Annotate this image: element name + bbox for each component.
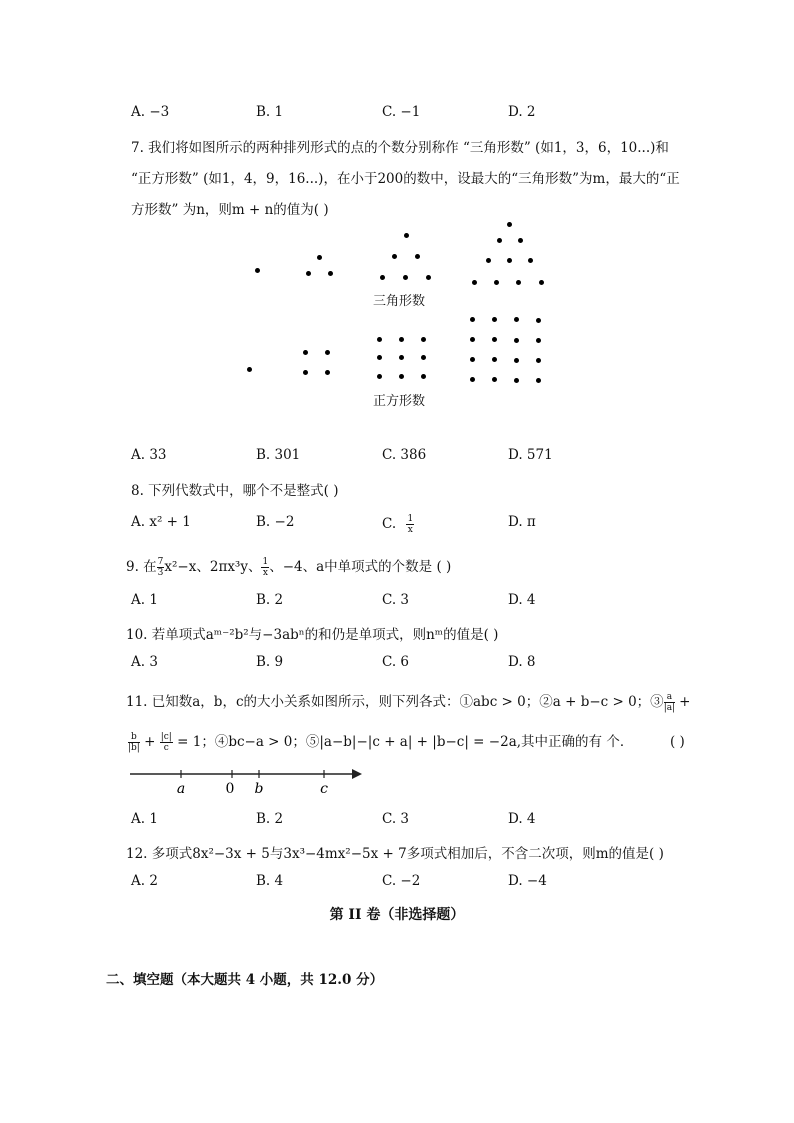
q8-option-a: A. x² + 1	[131, 514, 191, 530]
triangle-dot	[426, 275, 431, 280]
q8-option-c	[382, 514, 414, 535]
q11-line2: = 1；④bc−a > 0；⑤|a−b|−|c + a| + |b−c| = −2a,其中正确的有 个．	[177, 734, 634, 750]
fraction-numerator: 7	[157, 557, 164, 567]
q7-option-a: A. 33	[131, 447, 167, 463]
triangle-dot	[317, 255, 322, 260]
q12-option-c: C. −2	[382, 873, 421, 889]
q6-option-c: C. −1	[382, 104, 421, 120]
square-dot	[470, 377, 475, 382]
label-b: b	[254, 781, 264, 796]
square-dot	[514, 358, 519, 363]
square-dot	[377, 337, 382, 342]
triangle-dot	[255, 268, 260, 273]
q6-option-b: B. 1	[256, 104, 284, 120]
triangle-dot	[518, 238, 523, 243]
triangle-dot	[392, 254, 397, 259]
q8-option-c-fraction	[406, 514, 414, 535]
q9-option-d: D. 4	[508, 592, 536, 608]
square-dot	[536, 358, 541, 363]
q9-suffix: 、−4、a中单项式的个数是 ( )	[269, 559, 452, 575]
q9-option-c: C. 3	[382, 592, 410, 608]
q7-option-c: C. 386	[382, 447, 427, 463]
square-dot	[492, 317, 497, 322]
square-dot	[514, 338, 519, 343]
label-a: a	[176, 781, 186, 796]
fraction-denominator: x	[407, 525, 413, 535]
square-dot	[536, 338, 541, 343]
q11-option-a: A. 1	[131, 811, 158, 827]
fraction-numerator: 1	[262, 557, 269, 567]
q6-option-d: D. 2	[508, 104, 536, 120]
triangle-dot	[380, 275, 385, 280]
fraction-denominator: 3	[157, 568, 164, 578]
q8-option-c-label: C.	[382, 516, 397, 532]
square-dot	[470, 317, 475, 322]
q11-line1-tail: +	[679, 694, 691, 710]
q10-option-d: D. 8	[508, 654, 536, 670]
triangle-dot	[507, 222, 512, 227]
square-dot	[377, 355, 382, 360]
square-dot	[247, 367, 252, 372]
q11-text-line1	[126, 690, 690, 713]
square-dot	[325, 370, 330, 375]
q8-option-d: D. π	[508, 514, 536, 530]
q11-option-d: D. 4	[508, 811, 536, 827]
triangle-dot	[415, 254, 420, 259]
q7-text-line2: “正方形数” (如1，4，9，16...)，在小于200的数中，设最大的“三角形数”为m，最大的“正	[131, 171, 680, 187]
q12-option-b: B. 4	[256, 873, 284, 889]
q11-text-line2: $\frac{b}{|b|}$ + $\frac{|c|}{c}$ = 1；④bc−a > 0；⑤|a−b|−|c + a| + |b−c| = −2a,其中正确的有 个．	[128, 732, 634, 753]
square-dot	[492, 337, 497, 342]
number-line	[128, 764, 368, 796]
square-dot	[536, 318, 541, 323]
q12-text: 12. 多项式8x²−3x + 5与3x³−4mx²−5x + 7多项式相加后，不含二次项，则m的值是( )	[126, 846, 664, 862]
q9-text	[126, 555, 451, 578]
q9-prefix: 9. 在	[126, 559, 157, 575]
triangle-dot	[497, 238, 502, 243]
triangle-dot	[404, 233, 409, 238]
q8-text: 8. 下列代数式中，哪个不是整式( )	[131, 483, 339, 499]
q10-option-c: C. 6	[382, 654, 410, 670]
section-title: 第 II 卷（非选择题）	[329, 907, 465, 923]
triangle-dot	[306, 271, 311, 276]
square-dot	[303, 350, 308, 355]
square-dot	[377, 374, 382, 379]
q12-option-a: A. 2	[131, 873, 158, 889]
square-dot	[470, 337, 475, 342]
q10-option-a: A. 3	[131, 654, 158, 670]
q12-option-d: D. −4	[508, 873, 547, 889]
q8-option-b: B. −2	[256, 514, 295, 530]
triangle-dot	[403, 275, 408, 280]
square-dot	[470, 357, 475, 362]
q9-option-a: A. 1	[131, 592, 158, 608]
q11-option-c: C. 3	[382, 811, 410, 827]
square-dot	[325, 350, 330, 355]
triangle-dot	[516, 280, 521, 285]
q6-option-a: A. −3	[131, 104, 170, 120]
part2-heading: 二、填空题（本大题共 4 小题，共 12.0 分）	[106, 972, 384, 988]
q11-fraction-a-over-abs-a: $\frac{a}{|a|}$	[663, 692, 676, 713]
fraction-numerator: 1	[407, 514, 414, 524]
triangle-dot	[472, 280, 477, 285]
triangle-dot	[528, 258, 533, 263]
q10-option-b: B. 9	[256, 654, 284, 670]
square-dot	[399, 374, 404, 379]
label-0: 0	[225, 781, 235, 796]
q10-text: 10. 若单项式aᵐ⁻²b²与−3abⁿ的和仍是单项式，则nᵐ的值是( )	[126, 627, 499, 643]
q11-answer-paren: ( )	[670, 734, 685, 750]
square-dot	[399, 355, 404, 360]
square-dot	[536, 378, 541, 383]
square-dot	[514, 317, 519, 322]
triangle-dot	[507, 258, 512, 263]
fraction-denominator: x	[262, 568, 268, 578]
q11-fraction-b-over-abs-b: $\frac{b}{|b|}$	[128, 732, 140, 753]
square-dot	[492, 357, 497, 362]
square-dot	[421, 337, 426, 342]
number-line-arrow	[352, 769, 362, 779]
triangle-dot	[494, 280, 499, 285]
q7-text-line1: 7. 我们将如图所示的两种排列形式的点的个数分别称作 “三角形数” (如1，3，6，10...)和	[131, 140, 669, 156]
square-dot	[492, 377, 497, 382]
q9-mid: x²−x、2πx³y、	[164, 559, 262, 575]
square-dot	[303, 370, 308, 375]
triangle-dot	[539, 280, 544, 285]
label-c: c	[320, 781, 328, 796]
triangle-caption: 三角形数	[373, 294, 426, 309]
square-caption: 正方形数	[373, 394, 426, 409]
square-dot	[421, 355, 426, 360]
q7-option-d: D. 571	[508, 447, 553, 463]
square-dot	[421, 374, 426, 379]
triangle-dot	[328, 271, 333, 276]
square-dot	[399, 337, 404, 342]
q11-fraction-abs-c-over-c: $\frac{|c|}{c}$	[160, 732, 172, 753]
triangle-dot	[486, 258, 491, 263]
q7-text-line3: 方形数” 为n，则m + n的值为( )	[131, 202, 329, 218]
square-dot	[514, 378, 519, 383]
q9-option-b: B. 2	[256, 592, 284, 608]
q11-option-b: B. 2	[256, 811, 284, 827]
q7-option-b: B. 301	[256, 447, 301, 463]
q11-line1: 11. 已知数a，b，c的大小关系如图所示，则下列各式：①abc > 0；②a + b−c > 0；③	[126, 694, 664, 710]
